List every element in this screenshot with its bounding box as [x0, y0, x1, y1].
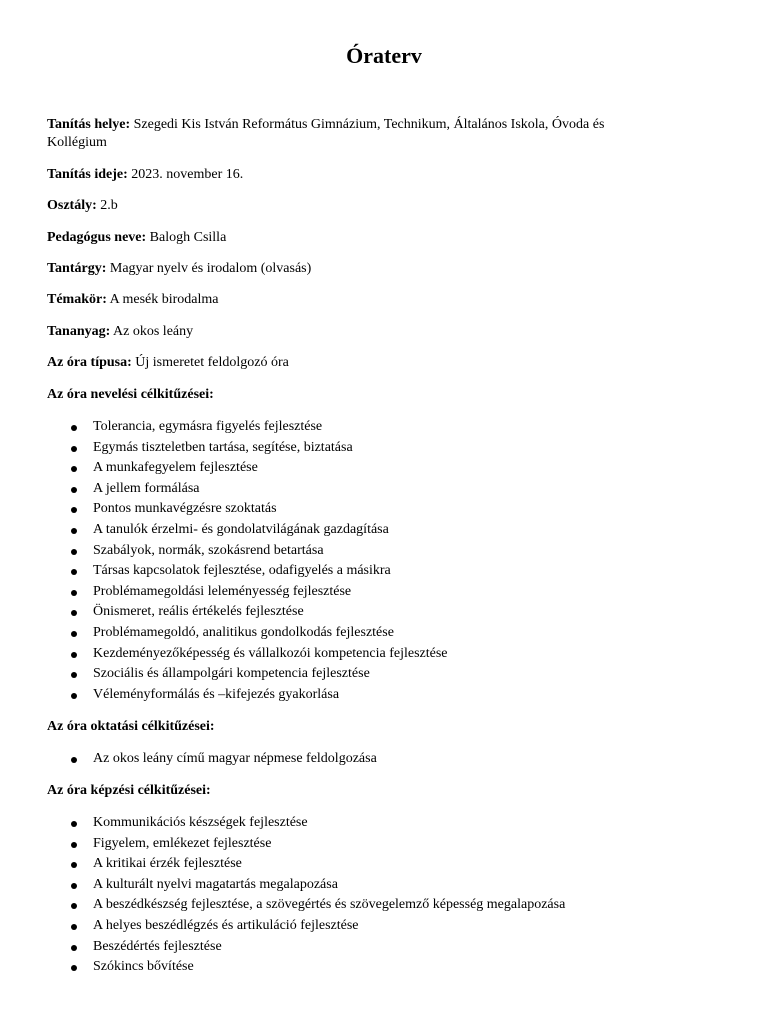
list-item-text: Az okos leány című magyar népmese feldolgozása: [93, 751, 377, 766]
field-teacher: [47, 229, 687, 247]
bullet-icon: [71, 590, 77, 596]
list-item: [0, 479, 700, 500]
field-value: Balogh Csilla: [149, 230, 227, 245]
list-item-text: A jellem formálása: [93, 480, 200, 496]
list-item-text: Kezdeményezőképesség és vállalkozói kompetencia fejlesztése: [93, 645, 448, 661]
list-item-text: Pontos munkavégzésre szoktatás: [93, 501, 277, 517]
educational-goals-list: [0, 417, 700, 705]
field-class: [47, 197, 687, 215]
field-value: Szegedi Kis István Református Gimnázium, Technikum, Általános Iskola, Óvoda és: [133, 117, 605, 132]
field-material: [47, 323, 687, 341]
field-label: Az óra típusa:: [47, 355, 132, 370]
list-item-text: A kritikai érzék fejlesztése: [93, 856, 242, 872]
bullet-icon: [71, 446, 77, 452]
list-item: [0, 438, 700, 459]
list-item: [0, 813, 700, 834]
list-item: [0, 749, 700, 770]
field-lesson-type: [47, 354, 687, 372]
bullet-icon: [71, 821, 77, 827]
educational-goals-heading: Az óra nevelési célkitűzései:: [47, 387, 214, 402]
list-item: [0, 875, 700, 896]
list-item: [0, 541, 700, 562]
list-item-text: A tanulók érzelmi- és gondolatvilágának gazdagítása: [93, 521, 389, 537]
field-value: Új ismeretet feldolgozó óra: [135, 355, 289, 370]
list-item: [0, 916, 700, 937]
list-item: [0, 602, 700, 623]
list-item: [0, 499, 700, 520]
field-value: Az okos leány: [113, 324, 194, 339]
bullet-icon: [71, 757, 77, 763]
teaching-goals-heading: Az óra oktatási célkitűzései:: [47, 719, 215, 734]
list-item: [0, 895, 700, 916]
list-item: [0, 623, 700, 644]
list-item-text: Problémamegoldó, analitikus gondolkodás fejlesztése: [93, 624, 394, 640]
list-item-text: A helyes beszédlégzés és artikuláció fejlesztése: [93, 917, 359, 933]
list-item-text: Szabályok, normák, szokásrend betartása: [93, 542, 324, 558]
list-item-text: Problémamegoldási leleményesség fejlesztése: [93, 583, 352, 599]
field-value: 2023. november 16.: [131, 167, 244, 182]
field-value: 2.b: [100, 198, 118, 213]
list-item: [0, 937, 700, 958]
list-item: [0, 957, 700, 978]
list-item-text: Egymás tiszteletben tartása, segítése, biztatása: [93, 439, 353, 455]
field-label: Tanítás ideje:: [47, 167, 128, 182]
list-item: [0, 644, 700, 665]
field-label: Osztály:: [47, 198, 97, 213]
bullet-icon: [71, 610, 77, 616]
field-label: Tananyag:: [47, 324, 111, 339]
list-item: [0, 561, 700, 582]
bullet-icon: [71, 569, 77, 575]
list-item-text: Kommunikációs készségek fejlesztése: [93, 815, 308, 830]
field-label: Tanítás helye:: [47, 117, 131, 132]
bullet-icon: [71, 487, 77, 493]
list-item-text: A kulturált nyelvi magatartás megalapozása: [93, 876, 338, 892]
bullet-icon: [71, 631, 77, 637]
field-topic: [47, 291, 687, 309]
page-title: Óraterv: [346, 43, 422, 68]
teaching-goals-list: [0, 749, 700, 770]
list-item-text: Szókincs bővítése: [93, 959, 194, 975]
bullet-icon: [71, 965, 77, 971]
bullet-icon: [71, 507, 77, 513]
training-goals-list: [0, 813, 700, 978]
field-label: Pedagógus neve:: [47, 230, 147, 245]
field-teaching-place: [47, 116, 687, 152]
list-item-text: A munkafegyelem fejlesztése: [93, 460, 258, 476]
bullet-icon: [71, 528, 77, 534]
list-item-text: Figyelem, emlékezet fejlesztése: [93, 835, 272, 851]
list-item: [0, 458, 700, 479]
list-item: [0, 854, 700, 875]
list-item-text: Önismeret, reális értékelés fejlesztése: [93, 604, 304, 620]
bullet-icon: [71, 652, 77, 658]
bullet-icon: [71, 862, 77, 868]
list-item: [0, 685, 700, 706]
list-item-text: Tolerancia, egymásra figyelés fejlesztése: [93, 419, 323, 434]
list-item: [0, 520, 700, 541]
bullet-icon: [71, 466, 77, 472]
bullet-icon: [71, 903, 77, 909]
field-label: Témakör:: [47, 292, 107, 307]
list-item: [0, 417, 700, 438]
field-label: Tantárgy:: [47, 261, 107, 276]
bullet-icon: [71, 842, 77, 848]
list-item-text: Véleményformálás és –kifejezés gyakorlása: [93, 686, 340, 702]
list-item-text: Beszédértés fejlesztése: [93, 938, 222, 954]
bullet-icon: [71, 672, 77, 678]
field-subject: [47, 260, 687, 278]
list-item: [0, 664, 700, 685]
list-item: [0, 834, 700, 855]
field-teaching-date: [47, 166, 687, 184]
field-value: A mesék birodalma: [109, 292, 219, 307]
list-item-text: A beszédkészség fejlesztése, a szövegértés és szövegelemző képesség megalapozása: [93, 897, 566, 913]
field-value: Magyar nyelv és irodalom (olvasás): [109, 261, 312, 276]
bullet-icon: [71, 549, 77, 555]
bullet-icon: [71, 945, 77, 951]
bullet-icon: [71, 425, 77, 431]
field-value-continued: Kollégium: [47, 135, 107, 150]
bullet-icon: [71, 693, 77, 699]
training-goals-heading: Az óra képzési célkitűzései:: [47, 783, 211, 798]
list-item: [0, 582, 700, 603]
list-item-text: Szociális és állampolgári kompetencia fejlesztése: [93, 666, 370, 682]
bullet-icon: [71, 924, 77, 930]
bullet-icon: [71, 883, 77, 889]
list-item-text: Társas kapcsolatok fejlesztése, odafigyelés a másikra: [93, 563, 391, 579]
